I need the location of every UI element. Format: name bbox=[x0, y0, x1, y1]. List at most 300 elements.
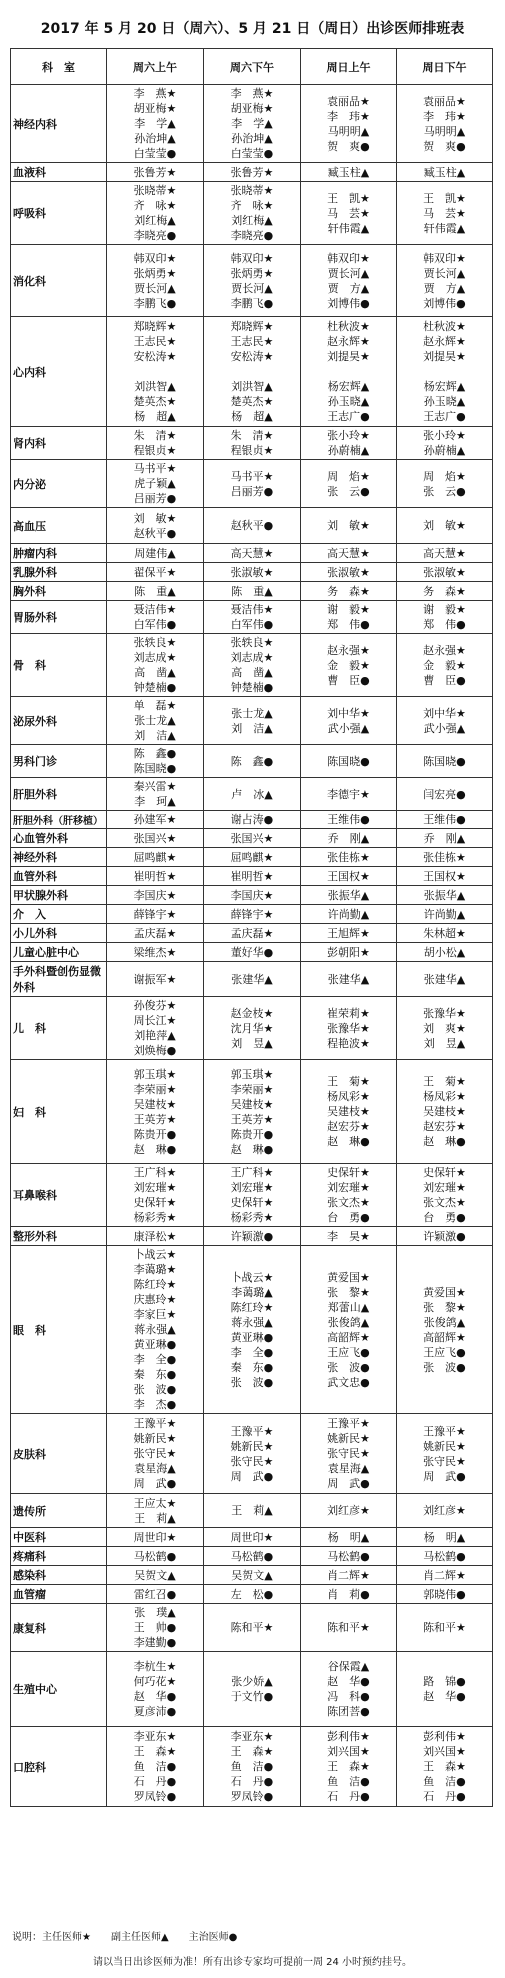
schedule-cell bbox=[397, 1652, 493, 1727]
table-row bbox=[11, 1246, 493, 1414]
doctor-name: 周建伟▲ bbox=[134, 546, 176, 560]
schedule-cell bbox=[301, 886, 397, 905]
doctor-name: 李晓亮● bbox=[230, 229, 274, 242]
schedule-cell bbox=[301, 1566, 397, 1585]
doctor-name: 李建勤● bbox=[133, 1636, 177, 1649]
table-row bbox=[11, 886, 493, 905]
doctor-name: 务 森★ bbox=[423, 584, 466, 598]
schedule-cell bbox=[301, 778, 397, 811]
schedule-cell bbox=[397, 182, 493, 245]
doctor-name: 李蔼璐▲ bbox=[231, 1285, 273, 1299]
doctor-name: 袁丽品★ bbox=[423, 94, 466, 108]
doctor-name: 王 帅● bbox=[133, 1621, 177, 1634]
doctor-name: 史保轩★ bbox=[133, 1196, 177, 1209]
schedule-cell bbox=[204, 601, 301, 634]
table-row bbox=[11, 697, 493, 745]
dept-name: 血管外科 bbox=[11, 867, 107, 886]
doctor-name: 安松涛★ bbox=[133, 350, 177, 363]
schedule-cell bbox=[301, 1246, 397, 1414]
doctor-name: 雷红召● bbox=[133, 1587, 177, 1601]
dept-name: 胃肠外科 bbox=[11, 601, 107, 634]
doctor-name: 王 菊★ bbox=[423, 1075, 466, 1088]
schedule-cell bbox=[301, 848, 397, 867]
dept-name: 神经内科 bbox=[11, 85, 107, 163]
doctor-name: 胡亚梅★ bbox=[133, 102, 177, 115]
doctor-name: 郑蕾山▲ bbox=[327, 1300, 370, 1314]
doctor-name: 轩伟霞▲ bbox=[327, 221, 370, 235]
doctor-name: 李 全● bbox=[230, 1345, 274, 1359]
doctor-name: 张 黎★ bbox=[423, 1300, 466, 1314]
doctor-name: 张炳勇★ bbox=[230, 266, 274, 280]
schedule-cell bbox=[397, 460, 493, 508]
doctor-name: 单 磊★ bbox=[133, 699, 177, 712]
doctor-name: 张佳栋★ bbox=[423, 850, 466, 864]
schedule-cell bbox=[397, 811, 493, 829]
schedule-cell bbox=[301, 997, 397, 1060]
doctor-name: 张 云● bbox=[423, 484, 466, 498]
doctor-name: 孙蔚楠▲ bbox=[423, 444, 466, 457]
doctor-name: 刘 爽★ bbox=[423, 1021, 466, 1035]
schedule-cell bbox=[301, 1227, 397, 1246]
doctor-name: 周长江★ bbox=[133, 1014, 177, 1027]
doctor-name: 郑晓辉★ bbox=[133, 320, 177, 333]
schedule-body bbox=[11, 85, 493, 1807]
doctor-name: 王 菊★ bbox=[327, 1075, 370, 1088]
doctor-name: 吕丽芳● bbox=[230, 484, 274, 498]
doctor-name: 高 凿▲ bbox=[134, 666, 176, 679]
schedule-cell bbox=[107, 508, 204, 544]
doctor-name: 彭利伟★ bbox=[423, 1730, 466, 1743]
doctor-name: 秦 东● bbox=[230, 1360, 274, 1374]
doctor-name: 贺 爽● bbox=[423, 139, 466, 153]
doctor-name: 金 毅★ bbox=[327, 658, 370, 672]
doctor-name: 王 莉▲ bbox=[134, 1511, 176, 1525]
doctor-name: 王豫平★ bbox=[133, 1417, 177, 1430]
doctor-name: 马明明▲ bbox=[423, 124, 466, 138]
doctor-name: 王 莉▲ bbox=[231, 1504, 273, 1517]
doctor-name: 谢 毅★ bbox=[327, 603, 370, 616]
doctor-name: 许颖激● bbox=[230, 1229, 274, 1243]
dept-name: 皮肤科 bbox=[11, 1414, 107, 1494]
schedule-cell bbox=[204, 867, 301, 886]
table-row bbox=[11, 924, 493, 943]
doctor-name: 孙玉晓▲ bbox=[327, 395, 370, 408]
doctor-name: 刘洪智▲ bbox=[134, 380, 176, 393]
doctor-name: 张 波● bbox=[230, 1375, 274, 1389]
doctor-name: 贾长河▲ bbox=[327, 266, 370, 280]
doctor-name: 赵秋平● bbox=[230, 519, 274, 532]
doctor-name: 李鹏飞● bbox=[133, 296, 177, 310]
doctor-name: 高韶辉★ bbox=[327, 1330, 370, 1344]
schedule-cell bbox=[204, 943, 301, 962]
doctor-name: 周 焰★ bbox=[423, 469, 466, 483]
schedule-cell bbox=[107, 848, 204, 867]
schedule-cell bbox=[397, 905, 493, 924]
schedule-cell bbox=[107, 1227, 204, 1246]
table-row bbox=[11, 1164, 493, 1227]
schedule-cell bbox=[107, 1494, 204, 1528]
schedule-cell bbox=[301, 943, 397, 962]
doctor-name: 李国庆★ bbox=[230, 888, 274, 902]
dept-name: 中医科 bbox=[11, 1528, 107, 1547]
schedule-cell bbox=[301, 962, 397, 997]
doctor-name: 张 璞▲ bbox=[134, 1606, 176, 1619]
schedule-cell bbox=[397, 582, 493, 601]
doctor-name: 张俊鸽▲ bbox=[327, 1315, 370, 1329]
schedule-cell bbox=[397, 997, 493, 1060]
doctor-name: 高 凿▲ bbox=[231, 666, 273, 679]
dept-name: 肿瘤内科 bbox=[11, 544, 107, 563]
doctor-name: 贾 方▲ bbox=[327, 281, 370, 295]
doctor-name: 王 森★ bbox=[423, 1760, 466, 1773]
doctor-name: 周世印★ bbox=[230, 1530, 274, 1544]
schedule-cell bbox=[107, 778, 204, 811]
doctor-name: 孟庆磊★ bbox=[133, 926, 177, 940]
doctor-name: 刘兴国★ bbox=[423, 1745, 466, 1758]
schedule-cell bbox=[107, 634, 204, 697]
doctor-name: 刘 敏★ bbox=[423, 519, 466, 532]
doctor-name: 屈鸣麒★ bbox=[133, 850, 177, 864]
doctor-name: 肖 莉● bbox=[327, 1587, 370, 1601]
doctor-name: 齐 咏★ bbox=[230, 199, 274, 212]
schedule-cell bbox=[204, 582, 301, 601]
doctor-name: 程银贞★ bbox=[133, 444, 177, 457]
doctor-name bbox=[399, 364, 490, 379]
doctor-name: 罗凤铃● bbox=[133, 1790, 177, 1803]
table-row bbox=[11, 943, 493, 962]
doctor-name: 黄亚琳● bbox=[133, 1338, 177, 1351]
doctor-name: 张小玲★ bbox=[423, 429, 466, 442]
schedule-cell bbox=[204, 1164, 301, 1227]
dept-name: 生殖中心 bbox=[11, 1652, 107, 1727]
schedule-cell bbox=[301, 427, 397, 460]
doctor-name: 崔荣莉★ bbox=[327, 1006, 370, 1020]
doctor-name: 王国权★ bbox=[423, 869, 466, 883]
doctor-name: 张守民★ bbox=[133, 1447, 177, 1460]
table-row bbox=[11, 427, 493, 460]
table-row bbox=[11, 85, 493, 163]
dept-name: 遗传所 bbox=[11, 1494, 107, 1528]
doctor-name: 刘红彦★ bbox=[423, 1504, 466, 1517]
schedule-cell bbox=[301, 829, 397, 848]
table-row bbox=[11, 1494, 493, 1528]
doctor-name: 张守民★ bbox=[327, 1447, 370, 1460]
doctor-name: 王志广● bbox=[327, 410, 370, 423]
doctor-name: 张 云● bbox=[327, 484, 370, 498]
doctor-name: 张文杰★ bbox=[327, 1196, 370, 1209]
doctor-name: 左 松● bbox=[230, 1587, 274, 1601]
doctor-name: 轩伟霞▲ bbox=[423, 221, 466, 235]
schedule-page bbox=[0, 0, 505, 37]
doctor-name: 何巧花★ bbox=[133, 1675, 177, 1688]
doctor-name: 王豫平★ bbox=[423, 1424, 466, 1438]
footnote: 请以当日出诊医师为准！所有出诊专家均可提前一周 24 小时预约挂号。 bbox=[92, 1957, 413, 1968]
doctor-name: 姚新民★ bbox=[230, 1439, 274, 1453]
doctor-name: 王志民★ bbox=[230, 335, 274, 348]
schedule-cell bbox=[204, 508, 301, 544]
schedule-cell bbox=[204, 962, 301, 997]
doctor-name: 屈鸣麒★ bbox=[230, 850, 274, 864]
doctor-name: 崔明哲★ bbox=[230, 869, 274, 883]
doctor-name bbox=[109, 364, 201, 379]
doctor-name: 鱼 洁● bbox=[327, 1775, 370, 1788]
doctor-name: 白军伟● bbox=[133, 618, 177, 631]
schedule-cell bbox=[397, 1227, 493, 1246]
doctor-name: 谷保霞▲ bbox=[327, 1660, 370, 1673]
doctor-name: 李 学▲ bbox=[134, 117, 176, 130]
schedule-cell bbox=[301, 1528, 397, 1547]
schedule-cell bbox=[107, 1727, 204, 1807]
schedule-cell bbox=[301, 317, 397, 427]
doctor-name: 彭朝阳★ bbox=[327, 945, 370, 959]
schedule-cell bbox=[107, 905, 204, 924]
doctor-name bbox=[303, 364, 394, 379]
doctor-name: 刘宏璀★ bbox=[327, 1181, 370, 1194]
schedule-cell bbox=[301, 460, 397, 508]
schedule-cell bbox=[397, 508, 493, 544]
doctor-name: 张振华▲ bbox=[423, 888, 466, 902]
doctor-name: 王 森★ bbox=[230, 1745, 274, 1758]
table-row bbox=[11, 1604, 493, 1652]
doctor-name: 刘 洁▲ bbox=[231, 721, 273, 735]
doctor-name: 王 森★ bbox=[327, 1760, 370, 1773]
doctor-name: 武小强▲ bbox=[327, 721, 370, 735]
doctor-name: 王志民★ bbox=[133, 335, 177, 348]
schedule-cell bbox=[107, 697, 204, 745]
schedule-cell bbox=[397, 1727, 493, 1807]
doctor-name: 陈贵开● bbox=[230, 1127, 274, 1141]
doctor-name: 王志广● bbox=[423, 410, 466, 423]
schedule-cell bbox=[397, 163, 493, 182]
table-row bbox=[11, 1652, 493, 1727]
doctor-name: 姚新民★ bbox=[133, 1432, 177, 1445]
schedule-cell bbox=[301, 1585, 397, 1604]
doctor-name: 杨 明▲ bbox=[423, 1530, 466, 1544]
table-row bbox=[11, 163, 493, 182]
doctor-name: 杨宏辉▲ bbox=[327, 380, 370, 393]
doctor-name: 沈月华★ bbox=[230, 1021, 274, 1035]
dept-name: 康复科 bbox=[11, 1604, 107, 1652]
doctor-name: 刘宏璀★ bbox=[230, 1181, 274, 1194]
doctor-name: 鱼 洁● bbox=[230, 1760, 274, 1773]
doctor-name: 马松鹤● bbox=[133, 1549, 177, 1563]
schedule-cell bbox=[301, 601, 397, 634]
doctor-name: 王英芳★ bbox=[133, 1112, 177, 1126]
doctor-name: 杨 超▲ bbox=[134, 410, 176, 423]
doctor-name: 马松鹤● bbox=[327, 1549, 370, 1563]
schedule-cell bbox=[204, 778, 301, 811]
doctor-name: 袁丽品★ bbox=[327, 94, 370, 108]
schedule-cell bbox=[204, 1060, 301, 1164]
doctor-name: 陈国晓● bbox=[423, 754, 466, 768]
doctor-name: 梁维杰★ bbox=[133, 945, 177, 959]
doctor-name: 袁星海▲ bbox=[134, 1462, 176, 1475]
doctor-name: 李杭生★ bbox=[133, 1660, 177, 1673]
doctor-name: 李 玮★ bbox=[423, 109, 466, 123]
schedule-cell bbox=[301, 1547, 397, 1566]
doctor-name: 白莹莹● bbox=[230, 147, 274, 160]
doctor-name: 王英芳★ bbox=[230, 1112, 274, 1126]
doctor-name: 程艳波★ bbox=[327, 1036, 370, 1050]
schedule-cell bbox=[301, 508, 397, 544]
doctor-name: 鱼 洁● bbox=[133, 1760, 177, 1773]
doctor-name: 程银贞★ bbox=[230, 444, 274, 457]
doctor-name: 钟楚楠● bbox=[230, 681, 274, 694]
schedule-cell bbox=[204, 848, 301, 867]
doctor-name: 吴建枝★ bbox=[423, 1105, 466, 1118]
doctor-name: 陈 鑫● bbox=[230, 754, 274, 768]
doctor-name: 杜秋波★ bbox=[327, 320, 370, 333]
dept-name: 手外科暨创伤显微外科 bbox=[11, 962, 107, 997]
dept-name: 儿 科 bbox=[11, 997, 107, 1060]
table-row bbox=[11, 829, 493, 848]
doctor-name: 胡亚梅★ bbox=[230, 102, 274, 115]
doctor-name: 路 锦● bbox=[423, 1675, 466, 1688]
schedule-cell bbox=[397, 1060, 493, 1164]
doctor-name: 曹 臣● bbox=[327, 673, 370, 687]
schedule-cell bbox=[204, 745, 301, 778]
doctor-name: 姚新民★ bbox=[327, 1432, 370, 1445]
doctor-name: 赵 琳● bbox=[133, 1142, 177, 1156]
doctor-name: 刘洪智▲ bbox=[231, 380, 273, 393]
schedule-cell bbox=[397, 245, 493, 317]
dept-name: 甲状腺外科 bbox=[11, 886, 107, 905]
schedule-cell bbox=[204, 1528, 301, 1547]
doctor-name: 许尚勤▲ bbox=[327, 907, 370, 921]
doctor-name: 董好华● bbox=[230, 945, 274, 959]
doctor-name: 罗凤铃● bbox=[230, 1790, 274, 1803]
doctor-name: 曹 臣● bbox=[423, 673, 466, 687]
schedule-cell bbox=[301, 1060, 397, 1164]
doctor-name: 安松涛★ bbox=[230, 350, 274, 363]
doctor-name: 陈和平★ bbox=[230, 1621, 274, 1634]
doctor-name: 郑 伟● bbox=[327, 618, 370, 631]
schedule-cell bbox=[301, 867, 397, 886]
dept-name: 高血压 bbox=[11, 508, 107, 544]
schedule-cell bbox=[397, 634, 493, 697]
doctor-name: 王 凯★ bbox=[327, 191, 370, 205]
doctor-name: 张国兴★ bbox=[230, 831, 274, 845]
doctor-name: 张晓蒂★ bbox=[133, 184, 177, 197]
schedule-cell bbox=[204, 85, 301, 163]
doctor-name: 姚新民★ bbox=[423, 1439, 466, 1453]
table-row bbox=[11, 778, 493, 811]
dept-name: 心内科 bbox=[11, 317, 107, 427]
doctor-name: 张 黎★ bbox=[327, 1285, 370, 1299]
schedule-cell bbox=[397, 697, 493, 745]
schedule-cell bbox=[397, 848, 493, 867]
doctor-name: 马书平★ bbox=[133, 462, 177, 475]
doctor-name: 许尚勤▲ bbox=[423, 907, 466, 921]
doctor-name: 陈 重▲ bbox=[231, 584, 273, 598]
doctor-name: 张鲁芳★ bbox=[230, 165, 274, 179]
schedule-cell bbox=[397, 1414, 493, 1494]
schedule-cell bbox=[397, 1547, 493, 1566]
schedule-cell bbox=[204, 1494, 301, 1528]
doctor-name: 李 杰● bbox=[133, 1398, 177, 1411]
table-row bbox=[11, 962, 493, 997]
doctor-name: 刘红梅▲ bbox=[231, 214, 273, 227]
doctor-name: 刘艳萍▲ bbox=[134, 1029, 176, 1042]
doctor-name: 谢占涛● bbox=[230, 813, 274, 826]
schedule-cell bbox=[204, 1547, 301, 1566]
doctor-name: 谢振军★ bbox=[133, 972, 177, 986]
schedule-cell bbox=[204, 1652, 301, 1727]
doctor-name: 王维伟● bbox=[423, 813, 466, 826]
header-sun-pm: 周日下午 bbox=[397, 49, 493, 85]
doctor-name: 李晓亮● bbox=[133, 229, 177, 242]
doctor-name: 赵 华● bbox=[133, 1690, 177, 1703]
schedule-cell bbox=[397, 563, 493, 582]
schedule-cell bbox=[204, 245, 301, 317]
doctor-name: 高天慧★ bbox=[423, 546, 466, 560]
table-header-row bbox=[11, 49, 493, 85]
schedule-cell bbox=[397, 544, 493, 563]
doctor-name: 王国权★ bbox=[327, 869, 370, 883]
doctor-name: 郭晓伟● bbox=[423, 1587, 466, 1601]
doctor-name: 袁星海▲ bbox=[327, 1462, 370, 1475]
schedule-cell bbox=[204, 1246, 301, 1414]
schedule-cell bbox=[107, 563, 204, 582]
dept-name: 神经外科 bbox=[11, 848, 107, 867]
schedule-cell bbox=[107, 163, 204, 182]
dept-name: 小儿外科 bbox=[11, 924, 107, 943]
doctor-name: 李 学▲ bbox=[231, 117, 273, 130]
schedule-cell bbox=[397, 1164, 493, 1227]
schedule-cell bbox=[397, 1246, 493, 1414]
header-sat-am: 周六上午 bbox=[107, 49, 204, 85]
doctor-name: 陈 重▲ bbox=[134, 584, 176, 598]
doctor-name: 李鹏飞● bbox=[230, 296, 274, 310]
doctor-name: 胡小松▲ bbox=[423, 945, 466, 959]
doctor-name: 刘志成★ bbox=[133, 651, 177, 664]
schedule-cell bbox=[204, 1414, 301, 1494]
schedule-cell bbox=[204, 697, 301, 745]
doctor-name: 臧玉柱▲ bbox=[423, 165, 466, 179]
doctor-name: 刘 昱▲ bbox=[423, 1036, 466, 1050]
doctor-name: 金 毅★ bbox=[423, 658, 466, 672]
doctor-name: 史保轩★ bbox=[230, 1196, 274, 1209]
schedule-cell bbox=[397, 317, 493, 427]
table-row bbox=[11, 1528, 493, 1547]
schedule-cell bbox=[107, 1414, 204, 1494]
doctor-name: 孙蔚楠▲ bbox=[327, 444, 370, 457]
schedule-table bbox=[10, 48, 493, 1807]
legend: 说明：主任医师★ 副主任医师▲ 主治医师● bbox=[12, 1932, 238, 1943]
doctor-name: 孙建军★ bbox=[133, 813, 177, 826]
schedule-cell bbox=[301, 634, 397, 697]
doctor-name: 卜战云★ bbox=[133, 1248, 177, 1261]
schedule-cell bbox=[204, 634, 301, 697]
doctor-name: 赵 华● bbox=[327, 1675, 370, 1688]
doctor-name: 郑 伟● bbox=[423, 618, 466, 631]
doctor-name: 乔 刚▲ bbox=[423, 831, 466, 845]
doctor-name: 赵 琳● bbox=[230, 1142, 274, 1156]
doctor-name: 贾 方▲ bbox=[423, 281, 466, 295]
doctor-name: 郭玉琪★ bbox=[133, 1067, 177, 1081]
table-row bbox=[11, 1060, 493, 1164]
doctor-name: 贾长河▲ bbox=[134, 281, 176, 295]
doctor-name: 刘红梅▲ bbox=[134, 214, 176, 227]
schedule-cell bbox=[107, 1566, 204, 1585]
schedule-cell bbox=[397, 924, 493, 943]
doctor-name: 张守民★ bbox=[230, 1454, 274, 1468]
doctor-name: 台 勇● bbox=[423, 1211, 466, 1224]
dept-name: 骨 科 bbox=[11, 634, 107, 697]
schedule-cell bbox=[107, 829, 204, 848]
schedule-cell bbox=[301, 582, 397, 601]
doctor-name: 肖二辉★ bbox=[423, 1568, 466, 1582]
